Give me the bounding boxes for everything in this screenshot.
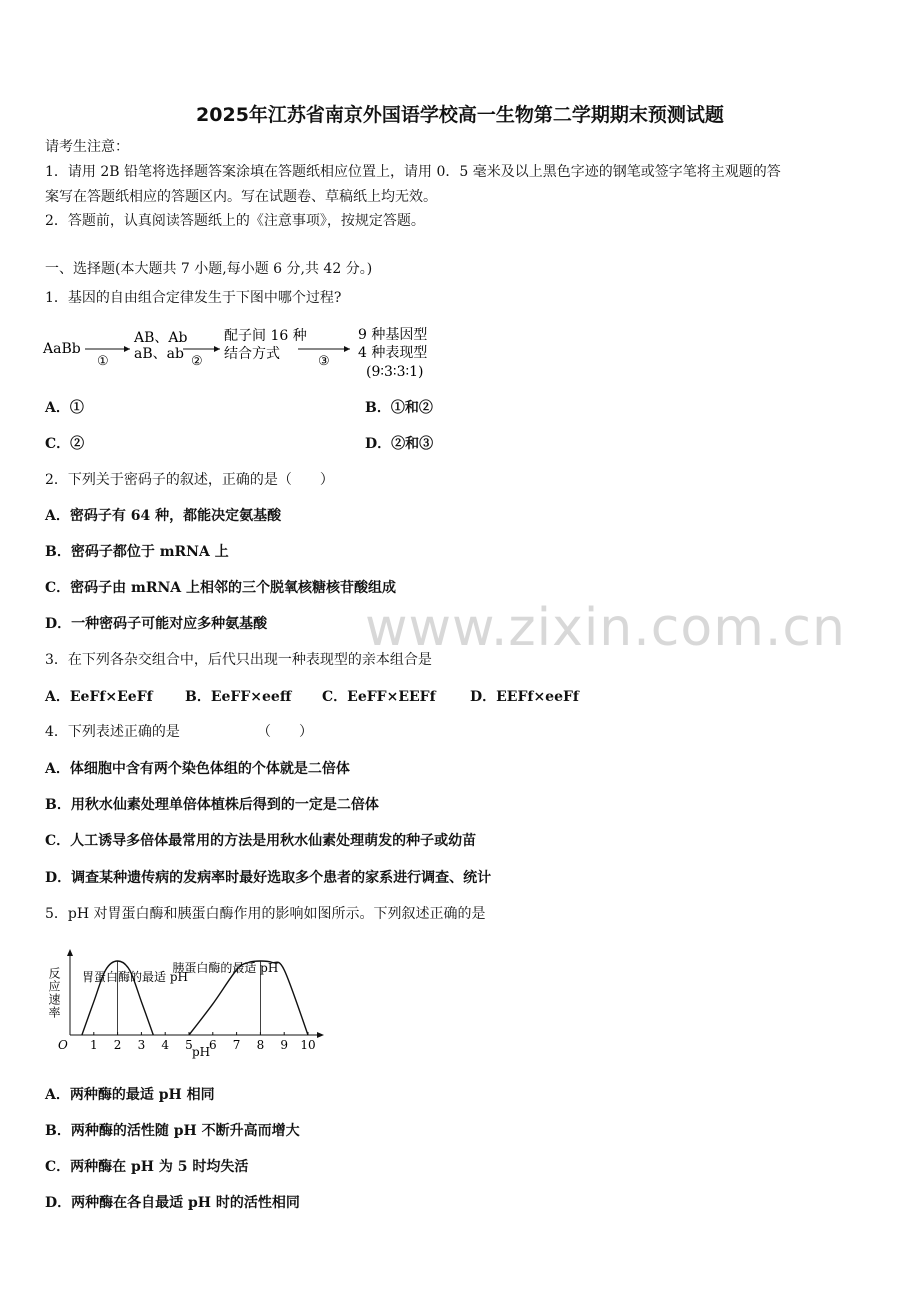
section-heading: 一、选择题(本大题共 7 小题,每小题 6 分,共 42 分。) [45, 261, 373, 277]
gamete-label: AB、Ab [134, 330, 188, 346]
watermark: www.zixin.com.cn [365, 598, 846, 658]
option-a: A．① [45, 400, 84, 416]
option-c: C．EeFF×EEFf [322, 689, 436, 705]
x-tick-label: 1 [89, 1038, 98, 1052]
x-tick-label: 2 [113, 1038, 122, 1052]
arrow-head [344, 346, 350, 352]
end-label: 4 种表现型 [358, 345, 428, 361]
option-d: D．调查某种遗传病的发病率时最好选取多个患者的家系进行调查、统计 [45, 870, 492, 886]
option-b: B．①和② [365, 400, 433, 416]
option-d: D．两种酶在各自最适 pH 时的活性相同 [45, 1195, 300, 1211]
notice-line: 2．答题前，认真阅读答题纸上的《注意事项》，按规定答题。 [45, 213, 425, 229]
option-c: C．两种酶在 pH 为 5 时均失活 [45, 1159, 249, 1175]
y-axis-label: 反应速率 [47, 967, 61, 1019]
x-axis-arrow [317, 1032, 324, 1038]
gamete-label: aB、ab [134, 346, 184, 362]
option-a: A．两种酶的最适 pH 相同 [45, 1087, 215, 1103]
diagram-start: AaBb [43, 341, 81, 357]
x-tick-label: 6 [208, 1038, 217, 1052]
notice-heading: 请考生注意： [45, 139, 129, 155]
middle-label: 结合方式 [224, 346, 280, 362]
question-stem: 5．pH 对胃蛋白酶和胰蛋白酶作用的影响如图所示。下列叙述正确的是 [45, 906, 486, 922]
option-d: D．EEFf×eeFf [470, 689, 579, 705]
x-tick-label: 5 [185, 1038, 193, 1052]
y-axis-arrow [67, 949, 73, 956]
notice-line: 1．请用 2B 铅笔将选择题答案涂填在答题纸相应位置上，请用 0．5 毫米及以上黑色字迹的钢笔或签字笔将主观题的答 [45, 164, 781, 180]
question-stem: 4．下列表述正确的是 [45, 724, 180, 740]
option-c: C．密码子由 mRNA 上相邻的三个脱氧核糖核苷酸组成 [45, 580, 396, 596]
arrow-head [124, 346, 130, 352]
x-tick-label: 7 [232, 1038, 241, 1052]
answer-paren: （ ） [257, 724, 313, 740]
end-label: 9 种基因型 [358, 327, 428, 343]
option-d: D．一种密码子可能对应多种氨基酸 [45, 616, 268, 632]
option-b: B．EeFF×eeff [185, 689, 292, 705]
option-a: A．EeFf×EeFf [45, 689, 153, 705]
middle-label: 配子间 16 种 [224, 328, 307, 344]
step-label: ① [97, 354, 109, 369]
step-label: ③ [318, 354, 330, 369]
x-axis-label: pH [192, 1045, 211, 1059]
option-b: B．密码子都位于 mRNA 上 [45, 544, 229, 560]
origin-label: O [58, 1038, 68, 1052]
question-stem: 3．在下列各杂交组合中，后代只出现一种表现型的亲本组合是 [45, 652, 432, 668]
x-tick-label: 9 [280, 1038, 289, 1052]
step-label: ② [191, 354, 203, 369]
x-tick-label: 3 [137, 1038, 146, 1052]
option-c: C．② [45, 436, 85, 452]
option-a: A．密码子有 64 种，都能决定氨基酸 [45, 508, 282, 524]
x-tick-label: 8 [256, 1038, 265, 1052]
series-annotation: 胃蛋白酶的最适 pH [82, 970, 188, 984]
ph-chart [45, 945, 365, 1070]
process-diagram [40, 320, 460, 386]
option-a: A．体细胞中含有两个染色体组的个体就是二倍体 [45, 761, 350, 777]
question-stem: 1．基因的自由组合定律发生于下图中哪个过程? [45, 290, 342, 306]
option-c: C．人工诱导多倍体最常用的方法是用秋水仙素处理萌发的种子或幼苗 [45, 833, 477, 849]
arrow-head [214, 346, 220, 352]
option-b: B．用秋水仙素处理单倍体植株后得到的一定是二倍体 [45, 797, 379, 813]
option-d: D．②和③ [365, 436, 434, 452]
page-title: 2025年江苏省南京外国语学校高一生物第二学期期末预测试题 [196, 104, 724, 126]
series-annotation: 胰蛋白酶的最适 pH [172, 961, 279, 975]
question-stem: 2．下列关于密码子的叙述，正确的是（ ） [45, 472, 334, 488]
x-tick-label: 4 [161, 1038, 170, 1052]
end-label: (9∶3∶3∶1) [366, 364, 424, 380]
notice-line: 案写在答题纸相应的答题区内。写在试题卷、草稿纸上均无效。 [45, 189, 437, 205]
option-b: B．两种酶的活性随 pH 不断升高而增大 [45, 1123, 300, 1139]
x-tick-label: 10 [300, 1038, 316, 1052]
